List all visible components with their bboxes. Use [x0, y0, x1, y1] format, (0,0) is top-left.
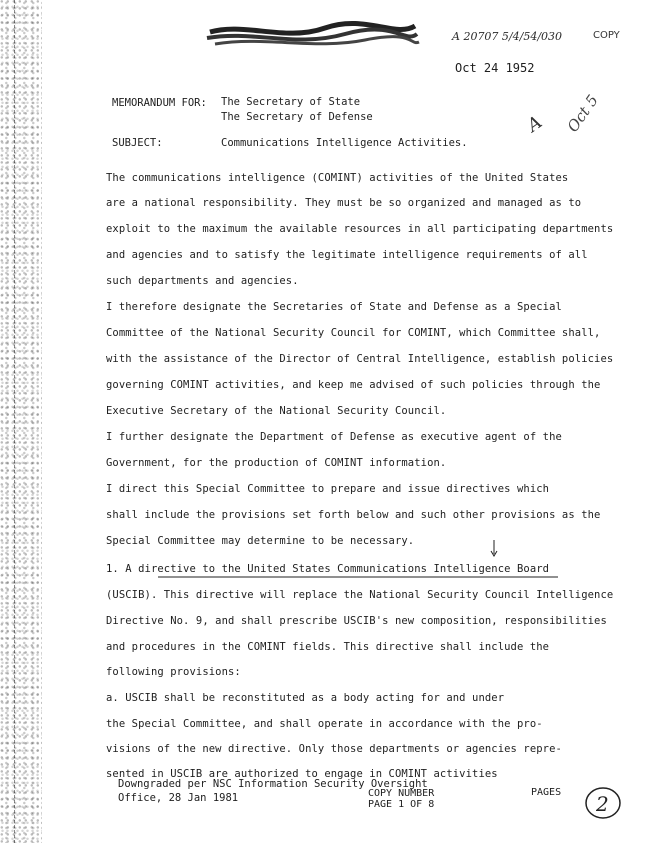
body-line: 1. A directive to the United States Communications Intelligence Board [106, 563, 550, 575]
body-line: I therefore designate the Secretaries of State and Defense as a Special [106, 301, 562, 313]
downgrade-line: Office, 28 Jan 1981 [118, 792, 239, 804]
pages-label: PAGES [531, 787, 562, 798]
hand-underline [158, 575, 558, 579]
reference-stamp: A 20707 5/4/54/030 [452, 30, 563, 43]
body-line: I further designate the Department of Defense as executive agent of the [106, 431, 562, 443]
body-line: The communications intelligence (COMINT) activities of the United States [106, 172, 569, 184]
body-line: Executive Secretary of the National Security Council. [106, 405, 447, 417]
subject-label: SUBJECT: [112, 137, 163, 149]
memo-date: Oct 24 1952 [455, 61, 535, 75]
memo-recipients [221, 95, 373, 125]
binding-edge [14, 0, 16, 843]
copy-number-label: COPY NUMBER [368, 788, 435, 799]
body-line: Special Committee may determine to be necessary. [106, 535, 415, 547]
page-count-line: PAGE 1 OF 8 [368, 799, 435, 810]
body-line: and procedures in the COMINT fields. This directive shall include the [106, 641, 550, 653]
downgrade-line: Downgraded per NSC Information Security Oversight [118, 778, 428, 790]
body-line: following provisions: [106, 666, 241, 678]
body-line: and agencies and to satisfy the legitimate intelligence requirements of all [106, 249, 588, 261]
handwritten-date-mark: Oct 5 [563, 91, 602, 136]
body-line: (USCIB). This directive will replace the National Security Council Intelligence [106, 589, 614, 601]
circled-page-number [583, 783, 623, 823]
scan-edge-noise [0, 0, 42, 843]
body-line: Government, for the production of COMINT information. [106, 457, 447, 469]
handwritten-annotation [520, 55, 630, 140]
body-line: the Special Committee, and shall operate in accordance with the pro- [106, 718, 543, 730]
body-line: shall include the provisions set forth below and such other provisions as the [106, 509, 601, 521]
handwritten-mark: A [523, 111, 547, 137]
recipient-line: The Secretary of State [221, 96, 361, 108]
body-line: I direct this Special Committee to prepare and issue directives which [106, 483, 550, 495]
circled-number: 2 [596, 792, 609, 816]
body-line: sented in USCIB are authorized to engage in COMINT activities [106, 768, 498, 780]
body-line: governing COMINT activities, and keep me advised of such policies through the [106, 379, 601, 391]
subject-text: Communications Intelligence Activities. [221, 137, 468, 149]
check-mark-icon [488, 540, 500, 560]
recipient-line: The Secretary of Defense [221, 111, 373, 123]
body-line: a. USCIB shall be reconstituted as a body acting for and under [106, 692, 505, 704]
copy-stamp: COPY [593, 30, 620, 41]
memo-for-label: MEMORANDUM FOR: [112, 97, 207, 109]
copy-number-stamp [368, 788, 434, 810]
body-line: visions of the new directive. Only those departments or agencies repre- [106, 743, 562, 755]
body-line: Committee of the National Security Council for COMINT, which Committee shall, [106, 327, 601, 339]
body-line: are a national responsibility. They must be so organized and managed as to [106, 197, 582, 209]
body-line: such departments and agencies. [106, 275, 299, 287]
classification-redaction [205, 20, 420, 50]
body-line: with the assistance of the Director of Central Intelligence, establish policies [106, 353, 614, 365]
body-line: Directive No. 9, and shall prescribe USCIB's new composition, responsibilities [106, 615, 607, 627]
body-line: exploit to the maximum the available resources in all participating departments [106, 223, 614, 235]
